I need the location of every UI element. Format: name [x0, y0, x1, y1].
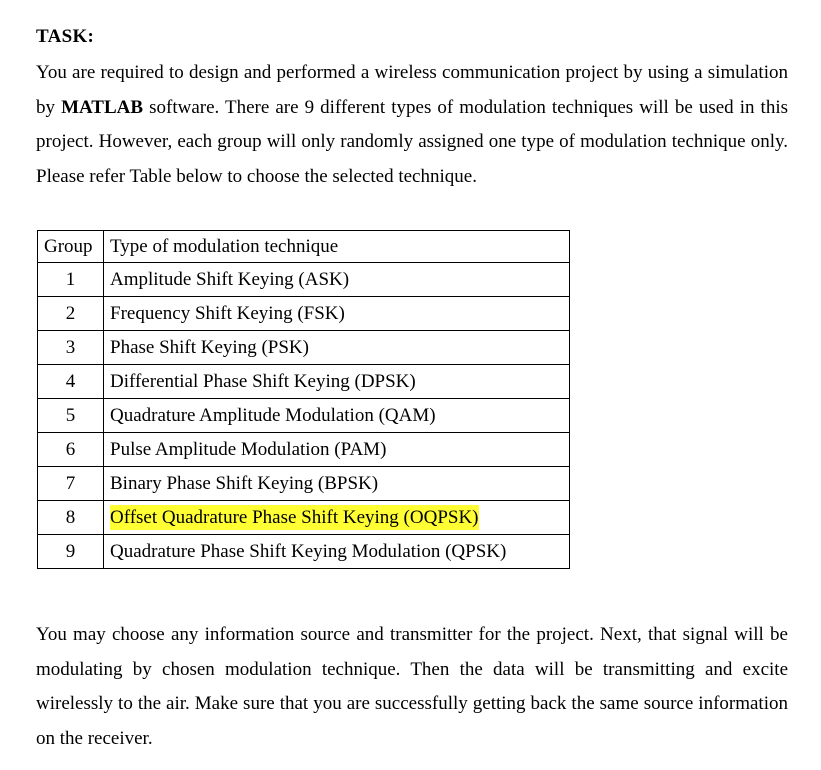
task-heading: TASK:: [36, 26, 95, 47]
highlight-mark: Offset Quadrature Phase Shift Keying (OQPSK): [110, 506, 479, 528]
technique-name: Amplitude Shift Keying (ASK): [104, 263, 570, 297]
intro-text-end: software. There are 9 different types of modulation techniques will be used in this project. However, each group will only randomly assigned one type of modulation technique only. Please refer Table below to choose the selected technique.: [36, 96, 788, 187]
intro-text-start: You are required to design and performed a wireless communication project by using a simulation by: [36, 62, 788, 118]
technique-name: Quadrature Amplitude Modulation (QAM): [104, 399, 570, 433]
table-row-highlighted: [38, 501, 570, 535]
table-row: [38, 433, 570, 467]
table-row: [38, 331, 570, 365]
technique-name: Quadrature Phase Shift Keying Modulation (QPSK): [104, 535, 570, 569]
table-row: [38, 297, 570, 331]
technique-column-header: Type of modulation technique: [104, 231, 570, 263]
group-number: 8: [38, 501, 104, 535]
group-number: 1: [38, 263, 104, 297]
intro-paragraph: [36, 56, 788, 194]
modulation-table: [37, 230, 570, 569]
group-number: 5: [38, 399, 104, 433]
table-row: [38, 467, 570, 501]
technique-name: Phase Shift Keying (PSK): [104, 331, 570, 365]
technique-name-highlighted: [104, 501, 570, 535]
table-row: [38, 263, 570, 297]
table-row: [38, 535, 570, 569]
table-row: [38, 399, 570, 433]
technique-name: Pulse Amplitude Modulation (PAM): [104, 433, 570, 467]
technique-name: Differential Phase Shift Keying (DPSK): [104, 365, 570, 399]
closing-paragraph: You may choose any information source and transmitter for the project. Next, that signal will be modulating by chosen modulation technique. Then the data will be transmitting and excite wirelessly to the air. Make sure that you are successfully getting back the same source information on the receiver.: [36, 624, 788, 749]
group-number: 2: [38, 297, 104, 331]
group-number: 9: [38, 535, 104, 569]
table-header-row: [38, 231, 570, 263]
technique-name: Frequency Shift Keying (FSK): [104, 297, 570, 331]
software-name: MATLAB: [61, 96, 144, 118]
group-number: 7: [38, 467, 104, 501]
group-number: 3: [38, 331, 104, 365]
table-row: [38, 365, 570, 399]
group-column-header: Group: [38, 231, 104, 263]
technique-name: Binary Phase Shift Keying (BPSK): [104, 467, 570, 501]
group-number: 6: [38, 433, 104, 467]
group-number: 4: [38, 365, 104, 399]
